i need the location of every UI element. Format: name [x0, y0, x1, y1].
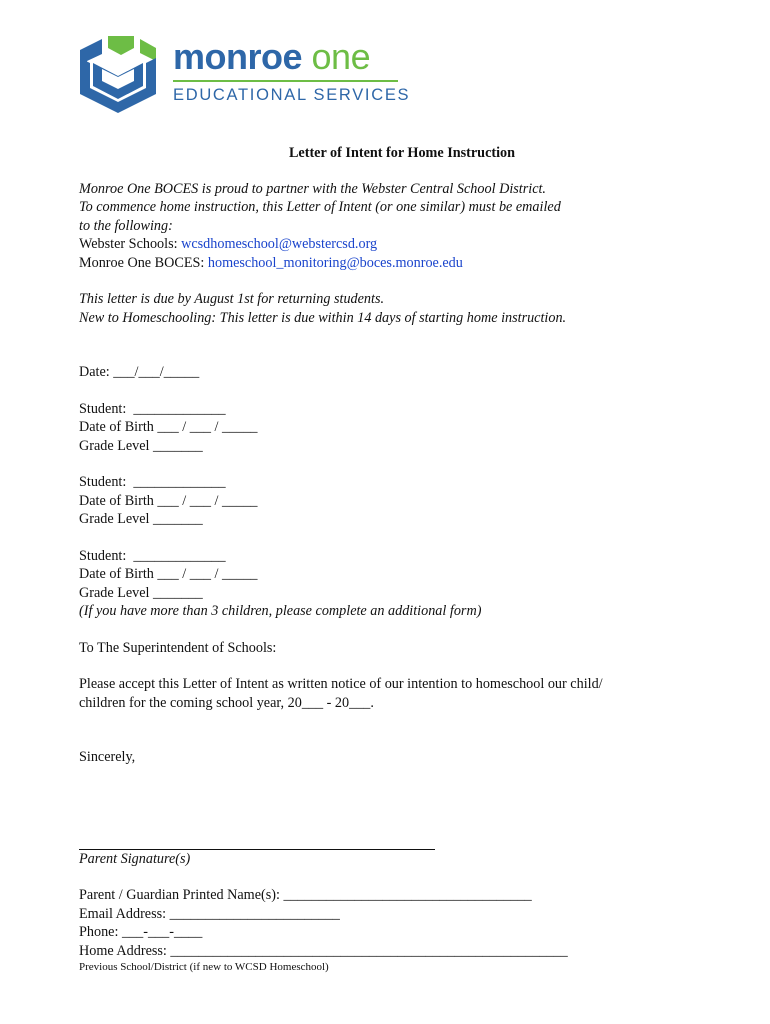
student-name-field: Student: _____________: [79, 547, 226, 564]
spacer: [79, 621, 719, 639]
logo-subtitle: EDUCATIONAL SERVICES: [173, 86, 411, 104]
contact-webster: [79, 235, 719, 254]
intro-line: Monroe One BOCES is proud to partner with the Webster Central School District.: [79, 180, 546, 197]
closing: Sincerely,: [79, 749, 136, 765]
logo-wordmark: [173, 35, 410, 79]
intro-line: To commence home instruction, this Letter of Intent (or one similar) must be emailed: [79, 199, 561, 215]
student-dob-field: Date of Birth ___ / ___ / _____: [79, 492, 258, 509]
student-grade-field: Grade Level _______: [79, 511, 203, 527]
student-grade-field: Grade Level _______: [79, 437, 203, 454]
signature-label: Parent Signature(s): [79, 850, 191, 867]
logo-wordmark-accent: one: [311, 36, 371, 77]
logo-wordmark-main: monroe: [173, 36, 303, 77]
letter-title: Letter of Intent for Home Instruction: [288, 145, 516, 161]
due-date-returning: This letter is due by August 1st for returning students.: [79, 291, 385, 307]
contact-boces: [79, 254, 719, 273]
student-dob-field: Date of Birth ___ / ___ / _____: [79, 566, 258, 582]
spacer: [79, 712, 719, 748]
due-date-new: New to Homeschooling: This letter is due within 14 days of starting home instruction.: [79, 309, 567, 326]
previous-school-label: Previous School/District (if new to WCSD Homeschool): [79, 961, 329, 973]
spacer: [79, 657, 719, 675]
body-line: children for the coming school year, 20___ - 20___.: [79, 694, 374, 711]
salutation: To The Superintendent of Schools:: [79, 639, 277, 656]
spacer: [79, 382, 719, 400]
spacer: [79, 868, 719, 886]
spacer: [79, 455, 719, 473]
student-dob-field: Date of Birth ___ / ___ / _____: [79, 419, 258, 435]
phone-field: Phone: ___-___-____: [79, 924, 203, 940]
intro-line: to the following:: [79, 217, 173, 234]
webster-email-link[interactable]: wcsdhomeschool@webstercsd.org: [181, 236, 378, 252]
body-line: Please accept this Letter of Intent as written notice of our intention to homeschool our child/: [79, 676, 603, 692]
boces-email-link[interactable]: homeschool_monitoring@boces.monroe.edu: [207, 254, 463, 271]
student-name-field: Student: _____________: [79, 400, 226, 417]
signature-line: [79, 831, 435, 850]
spacer: [79, 272, 719, 290]
monroe-one-logo: [78, 35, 411, 115]
email-address-field: Email Address: ________________________: [79, 905, 340, 922]
contact-label: Monroe One BOCES:: [79, 254, 208, 271]
home-address-field: Home Address: ________________________________________________________: [79, 942, 568, 959]
date-field: Date: ___/___/_____: [79, 364, 200, 380]
contact-label: Webster Schools:: [79, 236, 182, 252]
spacer: [79, 529, 719, 547]
monroe-one-emblem-icon: [78, 36, 158, 114]
student-name-field: Student: _____________: [79, 474, 226, 490]
guardian-name-field: Parent / Guardian Printed Name(s): ___________________________________: [79, 887, 532, 903]
spacer: [79, 327, 719, 363]
logo-divider: [173, 80, 398, 82]
more-children-note: (If you have more than 3 children, please complete an additional form): [79, 603, 482, 619]
letter-body: [79, 144, 719, 974]
student-grade-field: Grade Level _______: [79, 584, 203, 601]
spacer: [79, 767, 719, 831]
